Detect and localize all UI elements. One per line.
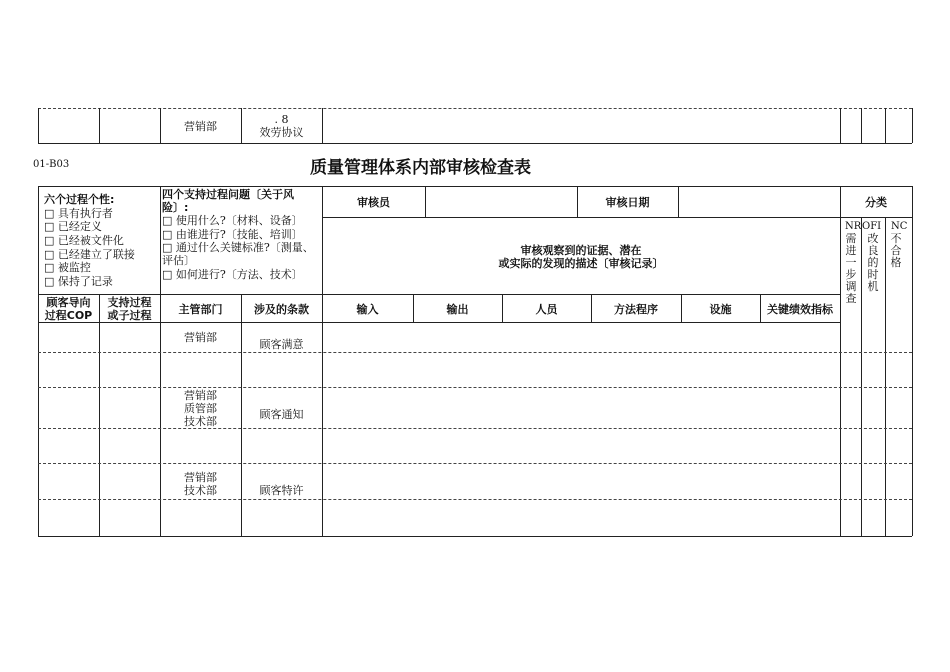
top-clause: 效劳协议 bbox=[259, 126, 304, 139]
row-clause: 顾客特许 bbox=[259, 484, 304, 497]
auditor-label: 审核员 bbox=[357, 196, 390, 209]
nr-desc: 需进一步调查 bbox=[845, 232, 857, 305]
row-dept: 营销部 技术部 bbox=[184, 471, 217, 497]
top-fragment-bottom-border bbox=[38, 143, 912, 144]
ofi-desc: 改良的时机 bbox=[867, 232, 879, 293]
category-divider bbox=[861, 217, 862, 536]
auditor-row-line bbox=[322, 217, 840, 218]
trait-item: □ 保持了记录 bbox=[44, 275, 113, 288]
row-separator bbox=[38, 352, 912, 353]
col-support-process: 支持过程 或子过程 bbox=[107, 296, 152, 322]
col-clauses: 涉及的条款 bbox=[254, 303, 309, 316]
column-header-top bbox=[38, 294, 840, 295]
main-right-border bbox=[912, 186, 913, 536]
row-separator bbox=[38, 499, 912, 500]
top-dept: 营销部 bbox=[184, 120, 217, 133]
col-people: 人员 bbox=[535, 303, 558, 316]
question-item: □ 使用什么?〔材料、设备〕 bbox=[162, 214, 303, 227]
trait-item: □ 具有执行者 bbox=[44, 207, 113, 220]
col-output: 输出 bbox=[446, 303, 469, 316]
col-customer-process: 顾客导向 过程COP bbox=[44, 296, 93, 322]
col-input: 输入 bbox=[356, 303, 379, 316]
row-separator bbox=[38, 463, 912, 464]
row-dept: 营销部 bbox=[184, 331, 217, 344]
top-vline bbox=[840, 108, 841, 143]
top-vline bbox=[861, 108, 862, 143]
form-code: 01-B03 bbox=[33, 159, 70, 170]
top-vline bbox=[322, 108, 323, 143]
category-divider bbox=[885, 217, 886, 536]
column-header-bottom bbox=[38, 322, 840, 323]
trait-item: □ 已经被文件化 bbox=[44, 234, 124, 247]
row-clause: 顾客满意 bbox=[259, 338, 304, 351]
trait-item: □ 被监控 bbox=[44, 261, 91, 274]
question-item: □ 如何进行?〔方法、技术〕 bbox=[162, 268, 303, 281]
nr-code: NR bbox=[845, 221, 862, 232]
trait-item: □ 已经定义 bbox=[44, 220, 102, 233]
main-bottom-border bbox=[38, 536, 912, 537]
page-title: 质量管理体系内部审核检查表 bbox=[310, 158, 531, 178]
col-method: 方法程序 bbox=[614, 303, 658, 316]
main-left-border bbox=[38, 186, 39, 536]
top-vline bbox=[885, 108, 886, 143]
row-separator bbox=[38, 428, 912, 429]
nc-code: NC bbox=[891, 221, 908, 232]
evidence-label: 审核观察到的证据、潜在 或实际的发现的描述〔审核记录〕 bbox=[498, 244, 664, 270]
top-vline bbox=[99, 108, 100, 143]
question-item: □ 通过什么关键标准?〔测量、评估〕 bbox=[162, 241, 314, 267]
support-questions-heading: 四个支持过程问题〔关于风险〕: bbox=[162, 188, 294, 214]
row-dept: 营销部 质管部 技术部 bbox=[184, 389, 217, 428]
category-row-line bbox=[840, 217, 912, 218]
main-top-border bbox=[38, 186, 912, 187]
process-traits-heading: 六个过程个性: bbox=[44, 193, 115, 206]
row-separator bbox=[38, 387, 912, 388]
trait-item: □ 已经建立了联接 bbox=[44, 248, 135, 261]
top-fragment-top-border bbox=[38, 108, 912, 109]
question-item: □ 由谁进行?〔技能、培训〕 bbox=[162, 228, 303, 241]
col-divider bbox=[322, 186, 323, 536]
top-vline bbox=[38, 108, 39, 143]
col-facilities: 设施 bbox=[709, 303, 732, 316]
col-dept: 主管部门 bbox=[178, 303, 223, 316]
auditor-divider bbox=[425, 186, 426, 217]
category-label: 分类 bbox=[865, 196, 887, 209]
audit-date-label: 审核日期 bbox=[605, 196, 650, 209]
row-clause: 顾客通知 bbox=[259, 408, 304, 421]
ofi-code: OFI bbox=[862, 221, 882, 232]
col-divider bbox=[840, 186, 841, 536]
nc-desc: 不合格 bbox=[890, 232, 902, 269]
top-clause-number: . 8 bbox=[274, 113, 289, 126]
top-vline bbox=[912, 108, 913, 143]
col-kpi: 关键绩效指标 bbox=[767, 303, 833, 316]
auditor-divider bbox=[678, 186, 679, 217]
